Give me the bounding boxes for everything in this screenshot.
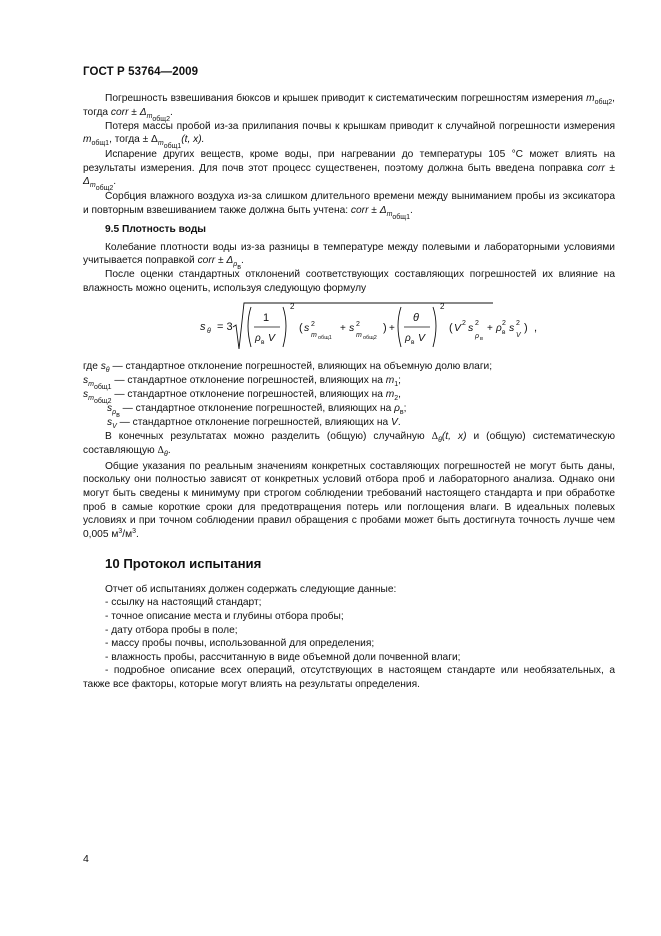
paragraph-weighing-error: Погрешность взвешивания бюксов и крышек приводит к систематическим погрешностям измерения $m_{общ2}$, тогда corr ± $\Delta_{m_{общ2}}$. [83, 93, 615, 123]
formula-m1-sub: общ1 [318, 335, 332, 342]
formula-eq: = 3 [217, 321, 233, 334]
paragraph-formula-intro: После оценки стандартных отклонений соответствующих составляющих погрешностей их влияние на влажность можно оценить, используя следующую формулу [83, 269, 615, 294]
section-heading-10: 10 Протокол испытания [105, 556, 262, 572]
section-heading-9-5: 9.5 Плотность воды [105, 223, 206, 235]
formula-paren-left-1 [248, 307, 251, 347]
formula-square-1: 2 [290, 302, 295, 312]
paragraph-evaporation: Испарение других веществ, кроме воды, при нагревании до температуры 105 °С может влиять на результаты измерения. Для почв этот процесс существенен, поэтому должна быть введена поправка corr ± $\Delta_{m_{общ2}}$. [83, 149, 615, 193]
formula-paren-left-2 [398, 307, 401, 347]
formula-plus-1: + [340, 323, 346, 335]
uncertainty-formula [83, 297, 615, 357]
formula-rho: ρ [255, 333, 261, 345]
formula-s-v-sq: 2 [516, 320, 520, 328]
formula-plus-3: + [487, 323, 493, 335]
formula-graphic [83, 297, 615, 357]
formula-open-paren-2: ( [449, 322, 453, 335]
formula-one: 1 [263, 312, 270, 325]
formula-s2-sq: 2 [356, 321, 360, 329]
symbol-definitions [83, 360, 615, 429]
list-item: - ссылку на настоящий стандарт; [105, 597, 262, 609]
definition-s-v: $s_V$ — стандартное отклонение погрешностей, влияющих на V. [107, 416, 401, 430]
formula-close-paren: ) [383, 322, 387, 335]
formula-rho-2-sub: в [411, 339, 415, 347]
formula-s2: s [349, 322, 355, 335]
standard-header: ГОСТ Р 53764—2009 [83, 66, 199, 78]
paragraph-general-guidance: Общие указания по реальным значениям конкретных составляющих погрешностей не могут быть даны, поскольку они полностью зависят от конкретных условий отбора проб и лабораторного анализа. Однако они могут быть сведены к минимуму при строгом соблюдении требований настоящего стандарта и при обработке проб в самые короткие сроки для предотвращения потерь или поглощения влаги. В идеальных полевых условиях и при точном соблюдении правил обращения с пробами может быть достигнута точность лучше чем 0,005 $м^3/м^3$. [83, 460, 615, 540]
formula-open-paren: ( [299, 322, 303, 335]
formula-v-cap: V [454, 322, 462, 335]
formula-paren-right-1 [283, 307, 286, 347]
formula-s1-sq: 2 [311, 321, 315, 329]
formula-s-rho-sq: 2 [475, 320, 479, 328]
document-body [83, 92, 615, 692]
formula-m2: m [356, 332, 362, 340]
formula-s-v: s [509, 322, 515, 335]
paragraph-mass-loss: Потеря массы пробой из-за прилипания почвы к крышкам приводит к случайной погрешности измерения $m_{общ1}$, тогда ± $\Delta_{m_{общ1}}(t$, x). [83, 120, 615, 151]
formula-rho-2: ρ [405, 333, 411, 345]
list-item: - подробное описание всех операций, отсутствующих в настоящем стандарте или необязательных, а также все факторы, которые могут влиять на результаты определения. [83, 665, 615, 691]
formula-s-rho-sub: ρ [475, 333, 480, 341]
page-number: 4 [83, 853, 89, 865]
formula-m1: m [311, 332, 317, 340]
formula-lhs: s [200, 321, 206, 334]
formula-s-v-sub: V [516, 332, 521, 340]
definition-s-m2: $s_{m_{общ2}}$ — стандартное отклонение погрешностей, влияющих на $m_2$, [83, 388, 401, 405]
formula-rho-sub: в [261, 339, 265, 347]
paragraph-final-results: В конечных результатах можно разделить (общую) случайную $\Delta_\theta(t$, x) и (общую) систематическую составляющую $\Delta_\theta$. [83, 430, 615, 459]
formula-rho-3-sub: в [502, 329, 506, 337]
formula-theta: θ [413, 312, 419, 325]
report-items-list [83, 596, 615, 691]
formula-rho-3-sq: 2 [502, 320, 506, 328]
formula-s-rho-sub2: в [480, 336, 483, 343]
formula-paren-right-2 [433, 307, 436, 347]
list-item: - массу пробы почвы, использованной для определения; [105, 638, 375, 650]
formula-s1: s [304, 322, 310, 335]
formula-plus-2: + [389, 323, 395, 335]
definition-s-m1: $s_{m_{общ1}}$ — стандартное отклонение погрешностей, влияющих на $m_1$; [83, 374, 401, 391]
list-item: - влажность пробы, рассчитанную в виде объемной доли почвенной влаги; [105, 651, 461, 663]
paragraph-sorption: Сорбция влажного воздуха из-за слишком длительного времени между выниманием пробы из эксикатора и повторным взвешиванием также должна быть учтена: corr ± $\Delta_{m_{общ1}}$. [83, 191, 615, 221]
formula-rho-3: ρ [496, 323, 502, 335]
formula-square-2: 2 [440, 302, 445, 312]
formula-v-sq: 2 [462, 320, 466, 328]
formula-v-2: V [418, 332, 426, 345]
formula-m2-sub: общ2 [363, 335, 377, 342]
formula-v: V [268, 332, 276, 345]
formula-lhs-sub: θ [207, 328, 211, 336]
formula-close-paren-2: ) [524, 322, 528, 335]
list-item: - дату отбора пробы в поле; [105, 624, 238, 636]
list-item: - точное описание места и глубины отбора пробы; [105, 611, 344, 623]
definition-s-theta: где $s_\theta$ — стандартное отклонение погрешностей, влияющих на объемную долю влаги; [83, 361, 493, 375]
definition-s-rho: $s_{\rho_в}$ — стандартное отклонение погрешностей, влияющих на $\rho_в$; [107, 402, 407, 419]
paragraph-density-variation: Колебание плотности воды из-за разницы в температуре между полевыми и лабораторными условиями учитывается поправкой corr ± $\Delta_{\rho_в}$. [83, 241, 615, 272]
paragraph-report-intro: Отчет об испытаниях должен содержать следующие данные: [105, 583, 397, 595]
formula-tail: , [534, 322, 538, 335]
formula-s-rho: s [468, 322, 474, 335]
